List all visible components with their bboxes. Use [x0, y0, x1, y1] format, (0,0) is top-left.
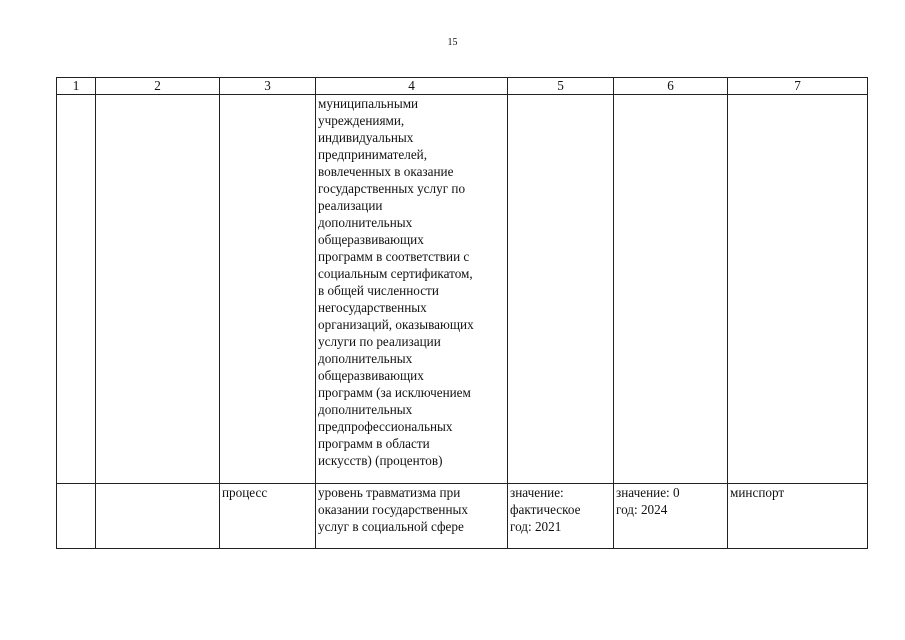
column-header-1: 1	[57, 78, 96, 95]
target-value-cell	[614, 484, 728, 549]
table-cell	[57, 484, 96, 549]
indicator-name-text: уровень травматизма при оказании государственных услуг в социальной сфере	[318, 485, 468, 534]
base-value-cell	[508, 484, 614, 549]
indicator-type-cell	[220, 484, 316, 549]
base-value-text: значение: фактическое год: 2021	[510, 485, 581, 534]
responsible-cell	[728, 484, 868, 549]
column-header-4: 4	[316, 78, 508, 95]
indicator-name-cell	[316, 484, 508, 549]
table-row	[57, 95, 868, 484]
table-cell	[96, 484, 220, 549]
table-cell	[614, 95, 728, 484]
indicator-description-cell	[316, 95, 508, 484]
column-header-3: 3	[220, 78, 316, 95]
target-value-text: значение: 0 год: 2024	[616, 485, 680, 517]
column-header-5: 5	[508, 78, 614, 95]
header-row	[57, 78, 868, 95]
table-cell	[728, 95, 868, 484]
table-cell	[220, 95, 316, 484]
document-table	[56, 77, 868, 549]
column-header-6: 6	[614, 78, 728, 95]
page-number: 15	[447, 37, 458, 48]
column-header-2: 2	[96, 78, 220, 95]
column-header-7: 7	[728, 78, 868, 95]
indicator-description-text: муниципальными учреждениями, индивидуальных предпринимателей, вовлеченных в оказание государственных услуг по реализации дополнительных общеразвивающих программ в соответствии с социальным сертификатом, в общей численности негосударственных организаций, оказывающих услуги по реализации дополнительных общеразвивающих программ (за исключением дополнительных предпрофессиональных программ в области искусств) (процентов)	[318, 96, 474, 468]
table-cell	[57, 95, 96, 484]
responsible-text: минспорт	[730, 485, 785, 500]
indicator-type-text: процесс	[222, 485, 268, 500]
table-cell	[96, 95, 220, 484]
table-row	[57, 484, 868, 549]
table-cell	[508, 95, 614, 484]
